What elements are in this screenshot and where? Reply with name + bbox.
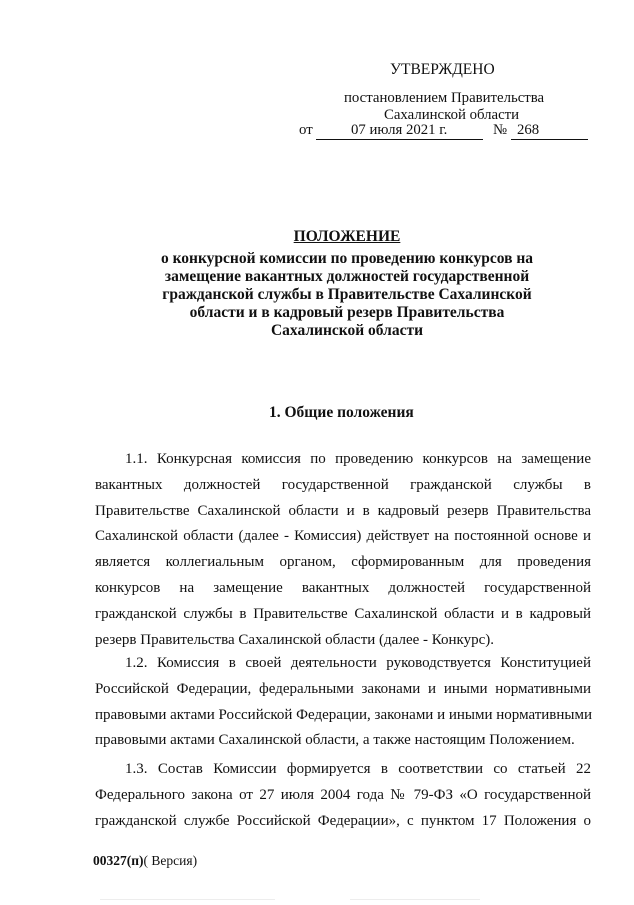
document-version-code (93, 853, 197, 869)
paragraph-line: является коллегиальным органом, сформированным для проведения (95, 554, 591, 571)
paragraph-line: правовыми актами Сахалинской области, а также настоящим Положением. (95, 732, 575, 749)
paragraph-1-3 (95, 757, 591, 834)
approval-line-2: Сахалинской области (384, 107, 520, 123)
paragraph-1-2 (95, 651, 591, 754)
paragraph-line: вакантных должностей государственной гражданской службы в (95, 476, 591, 493)
date-prefix-label: от (299, 122, 313, 138)
paragraph-line: Правительстве Сахалинской области и в кадровый резерв Правительства (95, 502, 591, 519)
document-title: ПОЛОЖЕНИЕ (293, 228, 401, 245)
paragraph-line: 1.2. Комиссия в своей деятельности руководствуется Конституцией (125, 655, 591, 671)
approved-heading: УТВЕРЖДЕНО (390, 61, 495, 78)
document-heading (117, 228, 577, 340)
document-code: 00327(п) (93, 853, 144, 868)
document-subtitle-line-5: Сахалинской области (270, 322, 424, 339)
number-sign-label: № (493, 122, 508, 138)
date-underline (316, 139, 483, 140)
scan-artifact (100, 899, 275, 900)
paragraph-line: 1.1. Конкурсная комиссия по проведению конкурсов на замещение (125, 451, 591, 467)
approval-line-1: постановлением Правительства (344, 90, 545, 106)
approval-date-number-row (299, 121, 589, 145)
paragraph-line: Российской Федерации, федеральными законами и иными нормативными (95, 680, 591, 697)
paragraph-1-1 (95, 447, 591, 653)
paragraph-line: Сахалинской области (далее - Комиссия) действует на постоянной основе и (95, 528, 591, 545)
section-title: 1. Общие положения (269, 404, 414, 421)
paragraph-line: гражданской службе Российской Федерации», с пунктом 17 Положения о (95, 812, 591, 829)
document-subtitle-line-4: области и в кадровый резерв Правительства (189, 304, 505, 321)
number-underline (511, 139, 588, 140)
paragraph-line: Федерального закона от 27 июля 2004 года № 79-ФЗ «О государственной (95, 786, 591, 803)
paragraph-line: конкурсов на замещение вакантных должностей государственной (95, 579, 591, 596)
document-subtitle-line-3: гражданской службы в Правительстве Сахалинской (162, 286, 532, 303)
approval-number: 268 (517, 122, 540, 138)
paragraph-line: 1.3. Состав Комиссии формируется в соответствии со статьей 22 (125, 761, 591, 777)
document-subtitle-line-1: о конкурсной комиссии по проведению конкурсов на (160, 250, 534, 267)
document-subtitle-line-2: замещение вакантных должностей государственной (164, 268, 530, 285)
scan-artifact (350, 899, 480, 900)
document-version-label: ( Версия) (143, 853, 198, 868)
paragraph-line: гражданской службы в Правительстве Сахалинской области и в кадровый (95, 605, 591, 622)
paragraph-line: резерв Правительства Сахалинской области (далее - Конкурс). (95, 631, 495, 648)
approval-block (0, 0, 634, 150)
approval-date: 07 июля 2021 г. (351, 122, 448, 138)
paragraph-line: правовыми актами Российской Федерации, законами и иными нормативными (95, 706, 593, 723)
